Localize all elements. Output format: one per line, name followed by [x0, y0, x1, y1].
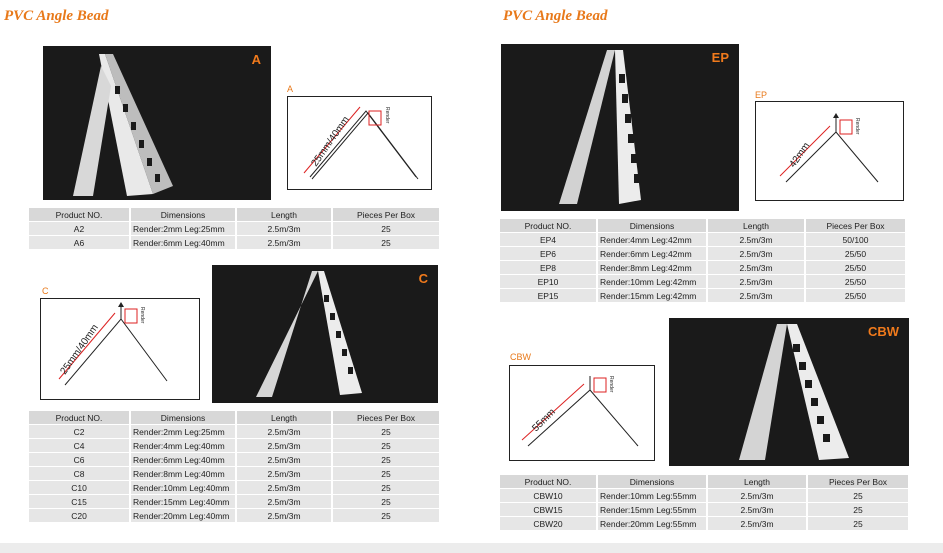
pieces-per-box-cell: 25	[333, 222, 439, 235]
length-cell: 2.5m/3m	[237, 453, 333, 466]
table-row	[500, 489, 908, 502]
photo-label-cbw: CBW	[867, 324, 899, 339]
product-photo-ep	[501, 44, 739, 211]
diagram-label-ep: EP	[755, 90, 768, 100]
table-row	[29, 425, 439, 438]
spec-table-cbw	[500, 474, 908, 531]
column-header: Length	[237, 208, 333, 221]
product-no-cell: A2	[29, 222, 131, 235]
photo-label-a: A	[251, 52, 261, 67]
spec-table-c	[29, 410, 439, 523]
dimensions-cell: Render:20mm Leg:40mm	[131, 509, 237, 522]
column-header: Pieces Per Box	[333, 411, 439, 424]
diagram-dimension-a: 25mm/40mm	[309, 114, 352, 169]
spec-table-ep	[500, 218, 905, 303]
product-no-cell: EP4	[500, 233, 598, 246]
product-no-cell: CBW10	[500, 489, 598, 502]
column-header: Dimensions	[131, 411, 237, 424]
render-tag-a: Render	[384, 107, 390, 124]
column-header: Product NO.	[500, 219, 598, 232]
length-cell: 2.5m/3m	[708, 261, 806, 274]
table-header-row	[29, 411, 439, 424]
dimensions-cell: Render:10mm Leg:55mm	[598, 489, 708, 502]
pieces-per-box-cell: 25	[333, 467, 439, 480]
photo-label-ep: EP	[711, 50, 729, 65]
product-no-cell: EP6	[500, 247, 598, 260]
product-no-cell: C20	[29, 509, 131, 522]
render-tag-cbw: Render	[608, 376, 614, 393]
product-no-cell: C10	[29, 481, 131, 494]
length-cell: 2.5m/3m	[708, 247, 806, 260]
pieces-per-box-cell: 25	[333, 509, 439, 522]
table-row	[500, 517, 908, 530]
product-no-cell: C2	[29, 425, 131, 438]
dimensions-cell: Render:10mm Leg:40mm	[131, 481, 237, 494]
length-cell: 2.5m/3m	[237, 222, 333, 235]
pieces-per-box-cell: 25	[333, 439, 439, 452]
dimensions-cell: Render:10mm Leg:42mm	[598, 275, 708, 288]
pieces-per-box-cell: 25	[333, 453, 439, 466]
pieces-per-box-cell: 25/50	[806, 247, 905, 260]
table-row	[29, 439, 439, 452]
dimensions-cell: Render:2mm Leg:25mm	[131, 425, 237, 438]
dimensions-cell: Render:6mm Leg:40mm	[131, 236, 237, 249]
column-header: Length	[237, 411, 333, 424]
pieces-per-box-cell: 25	[808, 503, 908, 516]
diagram-dimension-c: 25mm/40mm	[58, 322, 101, 377]
dimensions-cell: Render:4mm Leg:42mm	[598, 233, 708, 246]
length-cell: 2.5m/3m	[708, 275, 806, 288]
pieces-per-box-cell: 25	[333, 481, 439, 494]
table-row	[29, 509, 439, 522]
length-cell: 2.5m/3m	[237, 236, 333, 249]
product-no-cell: EP10	[500, 275, 598, 288]
pieces-per-box-cell: 25	[808, 517, 908, 530]
profile-diagram-cbw	[509, 365, 655, 461]
table-row	[29, 495, 439, 508]
product-no-cell: EP8	[500, 261, 598, 274]
length-cell: 2.5m/3m	[237, 439, 333, 452]
product-photo-c	[212, 265, 438, 403]
diagram-dimension-ep: 42mm	[787, 140, 813, 170]
product-no-cell: CBW20	[500, 517, 598, 530]
profile-diagram-a	[287, 96, 432, 190]
pieces-per-box-cell: 25/50	[806, 275, 905, 288]
dimensions-cell: Render:20mm Leg:55mm	[598, 517, 708, 530]
length-cell: 2.5m/3m	[237, 467, 333, 480]
column-header: Product NO.	[29, 411, 131, 424]
product-no-cell: EP15	[500, 289, 598, 302]
product-no-cell: C4	[29, 439, 131, 452]
table-row	[29, 236, 439, 249]
table-row	[500, 247, 905, 260]
table-row	[29, 453, 439, 466]
length-cell: 2.5m/3m	[708, 517, 808, 530]
render-tag-c: Render	[139, 307, 145, 324]
photo-label-c: C	[418, 271, 428, 286]
angle-bead-image-cbw	[669, 318, 909, 466]
column-header: Product NO.	[29, 208, 131, 221]
dimensions-cell: Render:15mm Leg:42mm	[598, 289, 708, 302]
dimensions-cell: Render:15mm Leg:40mm	[131, 495, 237, 508]
table-header-row	[500, 219, 905, 232]
length-cell: 2.5m/3m	[237, 481, 333, 494]
dimensions-cell: Render:6mm Leg:42mm	[598, 247, 708, 260]
profile-diagram-ep	[755, 101, 904, 201]
product-no-cell: C6	[29, 453, 131, 466]
dimensions-cell: Render:8mm Leg:42mm	[598, 261, 708, 274]
length-cell: 2.5m/3m	[237, 425, 333, 438]
pieces-per-box-cell: 25	[333, 236, 439, 249]
column-header: Length	[708, 219, 806, 232]
product-photo-cbw	[669, 318, 909, 466]
column-header: Dimensions	[131, 208, 237, 221]
render-tag-ep: Render	[854, 118, 860, 135]
diagram-dimension-cbw: 55mm	[530, 406, 558, 435]
table-header-row	[500, 475, 908, 488]
dimensions-cell: Render:2mm Leg:25mm	[131, 222, 237, 235]
column-header: Dimensions	[598, 475, 708, 488]
pieces-per-box-cell: 25	[808, 489, 908, 502]
table-row	[500, 275, 905, 288]
column-header: Pieces Per Box	[808, 475, 908, 488]
length-cell: 2.5m/3m	[708, 489, 808, 502]
spec-table-a	[29, 207, 439, 250]
table-row	[500, 289, 905, 302]
table-row	[29, 481, 439, 494]
product-no-cell: A6	[29, 236, 131, 249]
right-page-title: PVC Angle Bead	[503, 8, 608, 24]
profile-diagram-c	[40, 298, 200, 400]
pieces-per-box-cell: 25	[333, 425, 439, 438]
angle-bead-image-ep	[501, 44, 739, 211]
diagram-label-c: C	[42, 286, 49, 296]
table-row	[500, 233, 905, 246]
angle-bead-image-a	[43, 46, 271, 200]
column-header: Dimensions	[598, 219, 708, 232]
pieces-per-box-cell: 25/50	[806, 261, 905, 274]
dimensions-cell: Render:8mm Leg:40mm	[131, 467, 237, 480]
length-cell: 2.5m/3m	[708, 233, 806, 246]
length-cell: 2.5m/3m	[237, 495, 333, 508]
dimensions-cell: Render:15mm Leg:55mm	[598, 503, 708, 516]
product-no-cell: C15	[29, 495, 131, 508]
column-header: Length	[708, 475, 808, 488]
dimensions-cell: Render:4mm Leg:40mm	[131, 439, 237, 452]
footer-bar	[0, 543, 943, 553]
product-no-cell: CBW15	[500, 503, 598, 516]
dimensions-cell: Render:6mm Leg:40mm	[131, 453, 237, 466]
table-row	[29, 222, 439, 235]
column-header: Product NO.	[500, 475, 598, 488]
pieces-per-box-cell: 25/50	[806, 289, 905, 302]
diagram-label-a: A	[287, 84, 294, 94]
length-cell: 2.5m/3m	[708, 503, 808, 516]
length-cell: 2.5m/3m	[237, 509, 333, 522]
table-row	[29, 467, 439, 480]
left-page-title: PVC Angle Bead	[4, 8, 109, 24]
angle-bead-image-c	[212, 265, 438, 403]
product-photo-a	[43, 46, 271, 200]
column-header: Pieces Per Box	[333, 208, 439, 221]
length-cell: 2.5m/3m	[708, 289, 806, 302]
table-row	[500, 503, 908, 516]
table-row	[500, 261, 905, 274]
pieces-per-box-cell: 50/100	[806, 233, 905, 246]
table-header-row	[29, 208, 439, 221]
product-no-cell: C8	[29, 467, 131, 480]
column-header: Pieces Per Box	[806, 219, 905, 232]
diagram-label-cbw: CBW	[510, 352, 531, 362]
pieces-per-box-cell: 25	[333, 495, 439, 508]
